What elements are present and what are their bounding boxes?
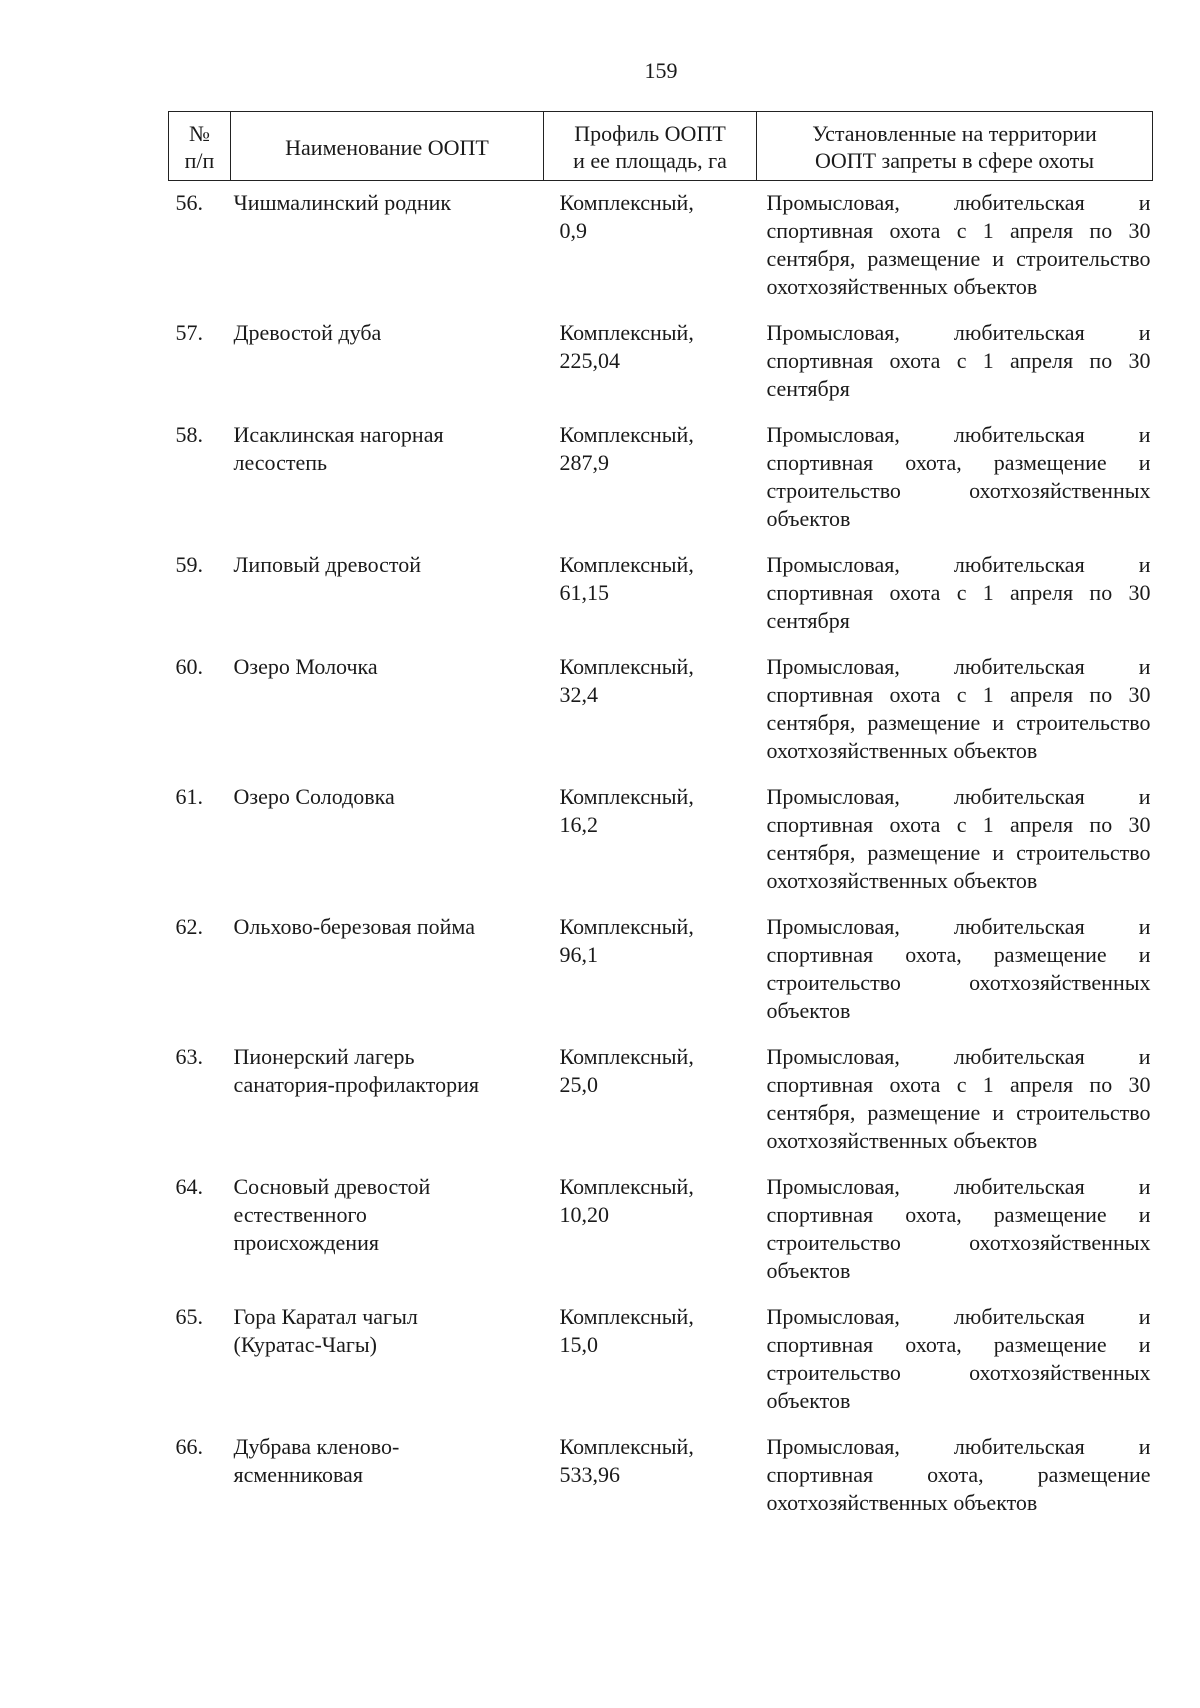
area-name: Древостой дуба — [233, 320, 382, 345]
area-name: Гора Каратал чагыл (Куратас-Чагы) — [233, 1304, 418, 1357]
page-number: 159 — [644, 58, 678, 83]
area-profile: Комплексный, 533,96 — [559, 1434, 694, 1487]
row-number: 62. — [175, 914, 203, 939]
table-row — [169, 543, 1153, 645]
table-row — [169, 1165, 1153, 1295]
hunting-restrictions: Промысловая, любительская и спортивная охота с 1 апреля по 30 сентября — [766, 552, 1151, 633]
area-profile: Комплексный, 16,2 — [559, 784, 694, 837]
hunting-restrictions: Промысловая, любительская и спортивная охота с 1 апреля по 30 сентября, размещение и строительство охотхозяйственных объектов — [766, 1044, 1151, 1153]
hunting-restrictions: Промысловая, любительская и спортивная охота, размещение и строительство охотхозяйственных объектов — [766, 422, 1151, 531]
hunting-restrictions: Промысловая, любительская и спортивная охота, размещение и строительство охотхозяйственных объектов — [766, 1304, 1151, 1413]
table-header — [169, 112, 1153, 181]
row-number: 58. — [175, 422, 203, 447]
area-name: Озеро Солодовка — [233, 784, 395, 809]
table-body — [169, 181, 1153, 1528]
area-profile: Комплексный, 15,0 — [559, 1304, 694, 1357]
area-name: Чишмалинский родник — [233, 190, 452, 215]
area-name: Озеро Молочка — [233, 654, 378, 679]
area-profile: Комплексный, 96,1 — [559, 914, 694, 967]
row-number: 66. — [175, 1434, 203, 1459]
area-name: Дубрава кленово- ясменниковая — [233, 1434, 400, 1487]
table-row — [169, 1035, 1153, 1165]
row-number: 64. — [175, 1174, 203, 1199]
hunting-restrictions: Промысловая, любительская и спортивная охота с 1 апреля по 30 сентября, размещение и строительство охотхозяйственных объектов — [766, 190, 1151, 299]
hunting-restrictions: Промысловая, любительская и спортивная охота, размещение и строительство охотхозяйственных объектов — [766, 1174, 1151, 1283]
area-profile: Комплексный, 0,9 — [559, 190, 694, 243]
header-profile: Профиль ООПТ и ее площадь, га — [544, 112, 757, 181]
row-number: 59. — [175, 552, 203, 577]
table-row — [169, 311, 1153, 413]
header-restrictions: Установленные на территории ООПТ запреты в сфере охоты — [757, 112, 1153, 181]
area-profile: Комплексный, 225,04 — [559, 320, 694, 373]
header-number: № п/п — [169, 112, 231, 181]
hunting-restrictions: Промысловая, любительская и спортивная охота с 1 апреля по 30 сентября — [766, 320, 1151, 401]
table-row — [169, 1295, 1153, 1425]
table-row — [169, 413, 1153, 543]
area-name: Пионерский лагерь санатория-профилактория — [233, 1044, 479, 1097]
row-number: 61. — [175, 784, 203, 809]
header-name: Наименование ООПТ — [231, 112, 544, 181]
table-row — [169, 1425, 1153, 1527]
protected-areas-table — [168, 111, 1153, 1527]
row-number: 56. — [175, 190, 203, 215]
hunting-restrictions: Промысловая, любительская и спортивная охота с 1 апреля по 30 сентября, размещение и строительство охотхозяйственных объектов — [766, 654, 1151, 763]
area-profile: Комплексный, 61,15 — [559, 552, 694, 605]
area-name: Сосновый древостой естественного происхождения — [233, 1174, 431, 1255]
area-name: Исаклинская нагорная лесостепь — [233, 422, 444, 475]
table-row — [169, 181, 1153, 312]
hunting-restrictions: Промысловая, любительская и спортивная охота с 1 апреля по 30 сентября, размещение и строительство охотхозяйственных объектов — [766, 784, 1151, 893]
hunting-restrictions: Промысловая, любительская и спортивная охота, размещение охотхозяйственных объектов — [766, 1434, 1151, 1515]
hunting-restrictions: Промысловая, любительская и спортивная охота, размещение и строительство охотхозяйственных объектов — [766, 914, 1151, 1023]
area-profile: Комплексный, 10,20 — [559, 1174, 694, 1227]
area-name: Липовый древостой — [233, 552, 422, 577]
row-number: 65. — [175, 1304, 203, 1329]
area-profile: Комплексный, 287,9 — [559, 422, 694, 475]
row-number: 57. — [175, 320, 203, 345]
area-name: Ольхово-березовая пойма — [233, 914, 475, 939]
table-row — [169, 775, 1153, 905]
area-profile: Комплексный, 32,4 — [559, 654, 694, 707]
table-row — [169, 645, 1153, 775]
row-number: 60. — [175, 654, 203, 679]
table-row — [169, 905, 1153, 1035]
area-profile: Комплексный, 25,0 — [559, 1044, 694, 1097]
row-number: 63. — [175, 1044, 203, 1069]
